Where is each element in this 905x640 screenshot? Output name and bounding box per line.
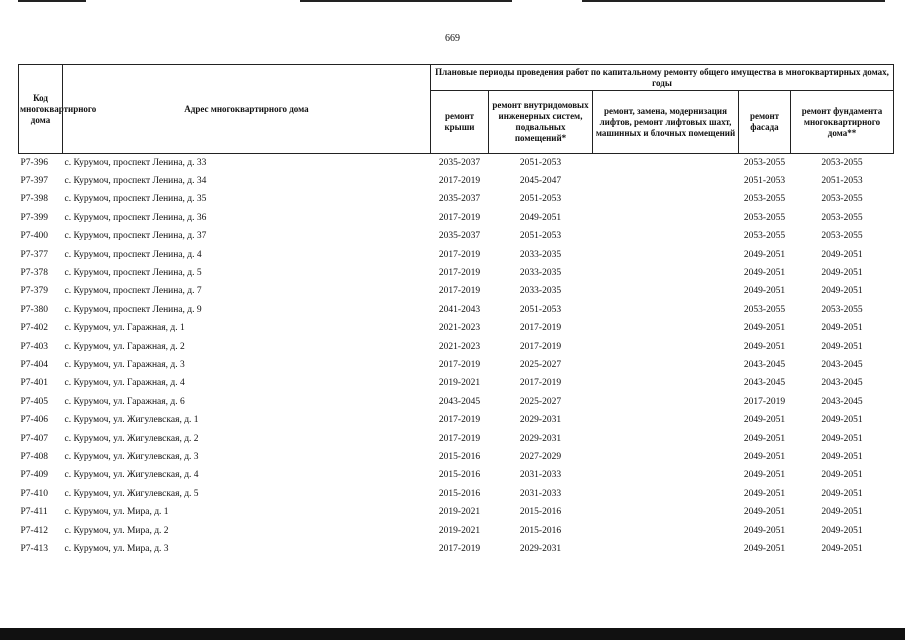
cell-lifts (593, 246, 739, 264)
table-row (19, 393, 894, 411)
cell-lifts (593, 283, 739, 301)
cell-systems: 2031-2033 (519, 470, 562, 481)
cell-address: с. Курумоч, ул. Гаражная, д. 2 (64, 341, 185, 352)
cell-foundation: 2043-2045 (821, 378, 863, 389)
cell-address: с. Курумоч, проспект Ленина, д. 5 (64, 268, 202, 279)
cell-address: с. Курумоч, ул. Мира, д. 3 (64, 543, 169, 554)
cell-foundation: 2043-2045 (821, 359, 863, 370)
cell-code: Р7-399 (20, 212, 48, 223)
header-lifts-repair: ремонт, замена, модернизация лифтов, ремонт лифтовых шахт, машинных и блочных помещений (593, 91, 739, 154)
cell-foundation: 2049-2051 (821, 323, 863, 334)
cell-systems: 2031-2033 (519, 488, 562, 499)
table-row (19, 301, 894, 319)
page-number: 669 (445, 33, 460, 44)
cell-lifts (593, 209, 739, 227)
cell-systems: 2025-2027 (519, 359, 562, 370)
bottom-border-bar (0, 628, 905, 640)
cell-lifts (593, 320, 739, 338)
cell-systems: 2033-2035 (519, 249, 562, 260)
cell-foundation: 2053-2055 (821, 212, 863, 223)
cell-systems: 2017-2019 (519, 323, 562, 334)
cell-foundation: 2049-2051 (821, 268, 863, 279)
cell-facade: 2053-2055 (743, 231, 786, 242)
cell-lifts (593, 375, 739, 393)
cell-lifts (593, 522, 739, 540)
cell-foundation: 2049-2051 (821, 249, 863, 260)
cell-foundation: 2049-2051 (821, 470, 863, 481)
cell-foundation: 2051-2053 (821, 176, 863, 187)
cell-foundation: 2049-2051 (821, 525, 863, 536)
cell-roof: 2015-2016 (438, 488, 481, 499)
cell-code: Р7-401 (20, 378, 48, 389)
cell-facade: 2049-2051 (743, 451, 786, 462)
cell-foundation: 2049-2051 (821, 415, 863, 426)
cell-facade: 2051-2053 (743, 176, 786, 187)
cell-address: с. Курумоч, ул. Мира, д. 1 (64, 507, 169, 518)
cell-address: с. Курумоч, проспект Ленина, д. 4 (64, 249, 202, 260)
cell-address: с. Курумоч, ул. Гаражная, д. 4 (64, 378, 185, 389)
table-row (19, 356, 894, 374)
header-foundation-repair: ремонт фундамента многоквартирного дома** (791, 91, 894, 154)
cell-foundation: 2049-2051 (821, 507, 863, 518)
cell-roof: 2035-2037 (438, 194, 481, 205)
cell-facade: 2049-2051 (743, 433, 786, 444)
cell-facade: 2053-2055 (743, 212, 786, 223)
cell-lifts (593, 228, 739, 246)
table-row (19, 540, 894, 558)
cell-code: Р7-408 (20, 451, 48, 462)
cell-systems: 2015-2016 (519, 525, 562, 536)
cell-code: Р7-410 (20, 488, 48, 499)
cell-roof: 2017-2019 (438, 359, 481, 370)
cell-address: с. Курумоч, ул. Жигулевская, д. 4 (64, 470, 199, 481)
cell-code: Р7-404 (20, 359, 48, 370)
table-row (19, 283, 894, 301)
cell-foundation: 2053-2055 (821, 231, 863, 242)
header-systems-repair: ремонт внутридомовых инженерных систем, подвальных помещений* (489, 91, 593, 154)
cell-roof: 2035-2037 (438, 231, 481, 242)
table-row (19, 485, 894, 503)
table-row (19, 154, 894, 173)
cell-foundation: 2049-2051 (821, 341, 863, 352)
table-row (19, 320, 894, 338)
cell-systems: 2051-2053 (519, 231, 562, 242)
cell-address: с. Курумоч, проспект Ленина, д. 7 (64, 286, 202, 297)
cell-lifts (593, 540, 739, 558)
cell-facade: 2049-2051 (743, 268, 786, 279)
table-row (19, 430, 894, 448)
cell-systems: 2017-2019 (519, 341, 562, 352)
cell-code: Р7-402 (20, 323, 48, 334)
table-row (19, 264, 894, 282)
cell-foundation: 2053-2055 (821, 194, 863, 205)
cell-foundation: 2043-2045 (821, 396, 863, 407)
cell-roof: 2021-2023 (438, 341, 481, 352)
cell-lifts (593, 338, 739, 356)
cell-facade: 2049-2051 (743, 323, 786, 334)
cell-address: с. Курумоч, проспект Ленина, д. 9 (64, 304, 202, 315)
cell-systems: 2027-2029 (519, 451, 562, 462)
cell-roof: 2017-2019 (438, 543, 481, 554)
cell-address: с. Курумоч, ул. Жигулевская, д. 1 (64, 415, 199, 426)
cell-address: с. Курумоч, ул. Жигулевская, д. 5 (64, 488, 199, 499)
cell-roof: 2015-2016 (438, 470, 481, 481)
cell-address: с. Курумоч, ул. Гаражная, д. 1 (64, 323, 185, 334)
cell-lifts (593, 172, 739, 190)
cell-address: с. Курумоч, проспект Ленина, д. 36 (64, 212, 207, 223)
cell-roof: 2019-2021 (438, 507, 481, 518)
cell-code: Р7-398 (20, 194, 48, 205)
table-row (19, 228, 894, 246)
table-row (19, 338, 894, 356)
table-row (19, 448, 894, 466)
table-row (19, 375, 894, 393)
cell-address: с. Курумоч, ул. Мира, д. 2 (64, 525, 169, 536)
cell-systems: 2029-2031 (519, 543, 562, 554)
cell-foundation: 2049-2051 (821, 488, 863, 499)
cell-facade: 2053-2055 (743, 304, 786, 315)
cell-systems: 2025-2027 (519, 396, 562, 407)
cell-roof: 2041-2043 (438, 304, 481, 315)
cell-systems: 2033-2035 (519, 286, 562, 297)
cell-lifts (593, 301, 739, 319)
cell-foundation: 2053-2055 (821, 304, 863, 315)
cell-code: Р7-412 (20, 525, 48, 536)
cell-code: Р7-377 (20, 249, 48, 260)
cell-code: Р7-379 (20, 286, 48, 297)
cell-facade: 2053-2055 (743, 157, 786, 168)
table-row (19, 209, 894, 227)
cell-facade: 2049-2051 (743, 341, 786, 352)
cell-lifts (593, 411, 739, 429)
cell-code: Р7-403 (20, 341, 48, 352)
cell-facade: 2049-2051 (743, 543, 786, 554)
cell-foundation: 2049-2051 (821, 451, 863, 462)
cell-lifts (593, 485, 739, 503)
cell-lifts (593, 393, 739, 411)
cell-address: с. Курумоч, проспект Ленина, д. 37 (64, 231, 207, 242)
table-row (19, 172, 894, 190)
cell-address: с. Курумоч, ул. Жигулевская, д. 2 (64, 433, 199, 444)
cell-lifts (593, 264, 739, 282)
cell-systems: 2029-2031 (519, 415, 562, 426)
header-code: Код многоквартирного дома (19, 65, 63, 154)
cell-facade: 2049-2051 (743, 286, 786, 297)
cell-code: Р7-413 (20, 543, 48, 554)
cell-systems: 2051-2053 (519, 304, 562, 315)
cell-roof: 2035-2037 (438, 157, 481, 168)
cell-systems: 2029-2031 (519, 433, 562, 444)
cell-facade: 2049-2051 (743, 415, 786, 426)
header-roof-repair: ремонт крыши (431, 91, 489, 154)
header-address: Адрес многоквартирного дома (63, 65, 431, 154)
cell-lifts (593, 154, 739, 173)
cell-foundation: 2049-2051 (821, 433, 863, 444)
cell-code: Р7-407 (20, 433, 48, 444)
cell-address: с. Курумоч, проспект Ленина, д. 35 (64, 194, 207, 205)
cell-lifts (593, 503, 739, 521)
cell-facade: 2049-2051 (743, 525, 786, 536)
repair-schedule-table (18, 64, 894, 559)
cell-code: Р7-406 (20, 415, 48, 426)
table-row (19, 503, 894, 521)
cell-foundation: 2049-2051 (821, 286, 863, 297)
cell-roof: 2019-2021 (438, 378, 481, 389)
cell-roof: 2017-2019 (438, 176, 481, 187)
cell-roof: 2019-2021 (438, 525, 481, 536)
cell-roof: 2017-2019 (438, 415, 481, 426)
cell-facade: 2017-2019 (743, 396, 786, 407)
header-facade-repair: ремонт фасада (739, 91, 791, 154)
cell-systems: 2033-2035 (519, 268, 562, 279)
cell-facade: 2049-2051 (743, 507, 786, 518)
table-body (19, 154, 894, 559)
cell-roof: 2043-2045 (438, 396, 481, 407)
top-rule-middle (300, 0, 512, 2)
cell-systems: 2051-2053 (519, 194, 562, 205)
top-rule-left (18, 0, 86, 2)
cell-roof: 2015-2016 (438, 451, 481, 462)
cell-facade: 2053-2055 (743, 194, 786, 205)
cell-foundation: 2053-2055 (821, 157, 863, 168)
cell-lifts (593, 467, 739, 485)
cell-facade: 2049-2051 (743, 470, 786, 481)
cell-lifts (593, 356, 739, 374)
cell-systems: 2049-2051 (519, 212, 562, 223)
cell-code: Р7-411 (20, 507, 48, 518)
cell-systems: 2017-2019 (519, 378, 562, 389)
table-row (19, 411, 894, 429)
cell-code: Р7-409 (20, 470, 48, 481)
cell-roof: 2017-2019 (438, 212, 481, 223)
cell-foundation: 2049-2051 (821, 543, 863, 554)
header-planned-periods: Плановые периоды проведения работ по капитальному ремонту общего имущества в многоквартирных домах, годы (431, 65, 894, 91)
cell-facade: 2049-2051 (743, 249, 786, 260)
cell-code: Р7-396 (20, 157, 48, 168)
top-rule-right (582, 0, 885, 2)
table-row (19, 191, 894, 209)
table-row (19, 467, 894, 485)
cell-roof: 2017-2019 (438, 286, 481, 297)
cell-systems: 2051-2053 (519, 157, 562, 168)
cell-code: Р7-400 (20, 231, 48, 242)
cell-facade: 2043-2045 (743, 378, 786, 389)
table-row (19, 522, 894, 540)
cell-facade: 2049-2051 (743, 488, 786, 499)
cell-lifts (593, 191, 739, 209)
cell-address: с. Курумоч, ул. Гаражная, д. 3 (64, 359, 185, 370)
cell-roof: 2017-2019 (438, 268, 481, 279)
table-row (19, 246, 894, 264)
cell-code: Р7-380 (20, 304, 48, 315)
cell-code: Р7-405 (20, 396, 48, 407)
cell-roof: 2017-2019 (438, 433, 481, 444)
cell-facade: 2043-2045 (743, 359, 786, 370)
cell-address: с. Курумоч, ул. Гаражная, д. 6 (64, 396, 185, 407)
cell-address: с. Курумоч, проспект Ленина, д. 33 (64, 157, 207, 168)
cell-code: Р7-397 (20, 176, 48, 187)
cell-address: с. Курумоч, проспект Ленина, д. 34 (64, 176, 207, 187)
cell-lifts (593, 448, 739, 466)
cell-lifts (593, 430, 739, 448)
cell-roof: 2017-2019 (438, 249, 481, 260)
cell-systems: 2045-2047 (519, 176, 562, 187)
cell-address: с. Курумоч, ул. Жигулевская, д. 3 (64, 451, 199, 462)
cell-roof: 2021-2023 (438, 323, 481, 334)
cell-code: Р7-378 (20, 268, 48, 279)
cell-systems: 2015-2016 (519, 507, 562, 518)
